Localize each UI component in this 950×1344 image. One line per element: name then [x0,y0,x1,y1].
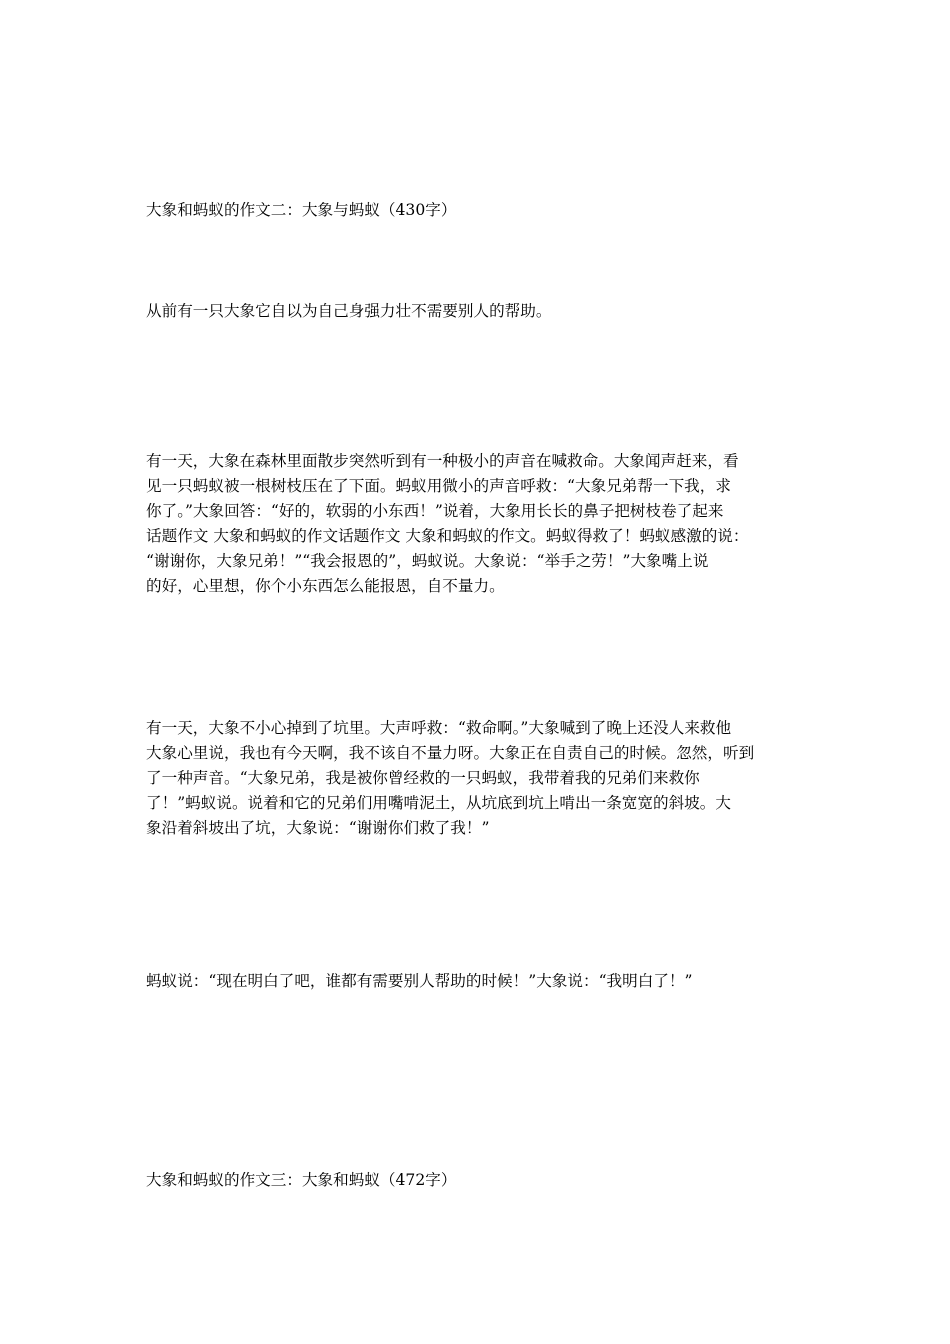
paragraph-conclusion [146,969,810,994]
paragraph-intro [146,299,810,324]
paragraph-elephant-rescued [146,716,810,841]
paragraph-line: 了！”蚂蚁说。说着和它的兄弟们用嘴啃泥土，从坑底到坑上啃出一条宽宽的斜坡。大 [146,794,731,812]
paragraph-line: 见一只蚂蚁被一根树枝压在了下面。蚂蚁用微小的声音呼救：“大象兄弟帮一下我，求 [146,477,731,495]
paragraph-line: 话题作文 大象和蚂蚁的作文话题作文 大象和蚂蚁的作文。蚂蚁得救了！蚂蚁感激的说： [146,527,749,545]
essay-2-heading-text: 大象和蚂蚁的作文二：大象与蚂蚁（430字） [146,201,457,219]
paragraph-line: 有一天，大象不小心掉到了坑里。大声呼救：“救命啊。”大象喊到了晚上还没人来救他 [146,719,732,737]
essay-3-heading [146,1168,810,1193]
paragraph-line: 大象心里说，我也有今天啊，我不该自不量力呀。大象正在自责自己的时候。忽然，听到 [146,744,755,762]
paragraph-line: 象沿着斜坡出了坑，大象说：“谢谢你们救了我！” [146,819,490,837]
paragraph-intro-text: 从前有一只大象它自以为自己身强力壮不需要别人的帮助。 [146,302,552,320]
paragraph-line: 的好，心里想，你个小东西怎么能报恩，自不量力。 [146,577,505,595]
paragraph-conclusion-text: 蚂蚁说：“现在明白了吧，谁都有需要别人帮助的时候！”大象说：“我明白了！” [146,972,693,990]
paragraph-line: 你了。”大象回答：“好的，软弱的小东西！”说着，大象用长长的鼻子把树枝卷了起来 [146,502,724,520]
essay-2-heading [146,198,810,223]
paragraph-line: 了一种声音。“大象兄弟，我是被你曾经救的一只蚂蚁，我带着我的兄弟们来救你 [146,769,700,787]
essay-3-heading-text: 大象和蚂蚁的作文三：大象和蚂蚁（472字） [146,1171,457,1189]
paragraph-ant-rescued [146,449,810,599]
paragraph-line: “谢谢你，大象兄弟！”“我会报恩的”，蚂蚁说。大象说：“举手之劳！”大象嘴上说 [146,552,709,570]
paragraph-line: 有一天，大象在森林里面散步突然听到有一种极小的声音在喊救命。大象闻声赶来，看 [146,452,739,470]
